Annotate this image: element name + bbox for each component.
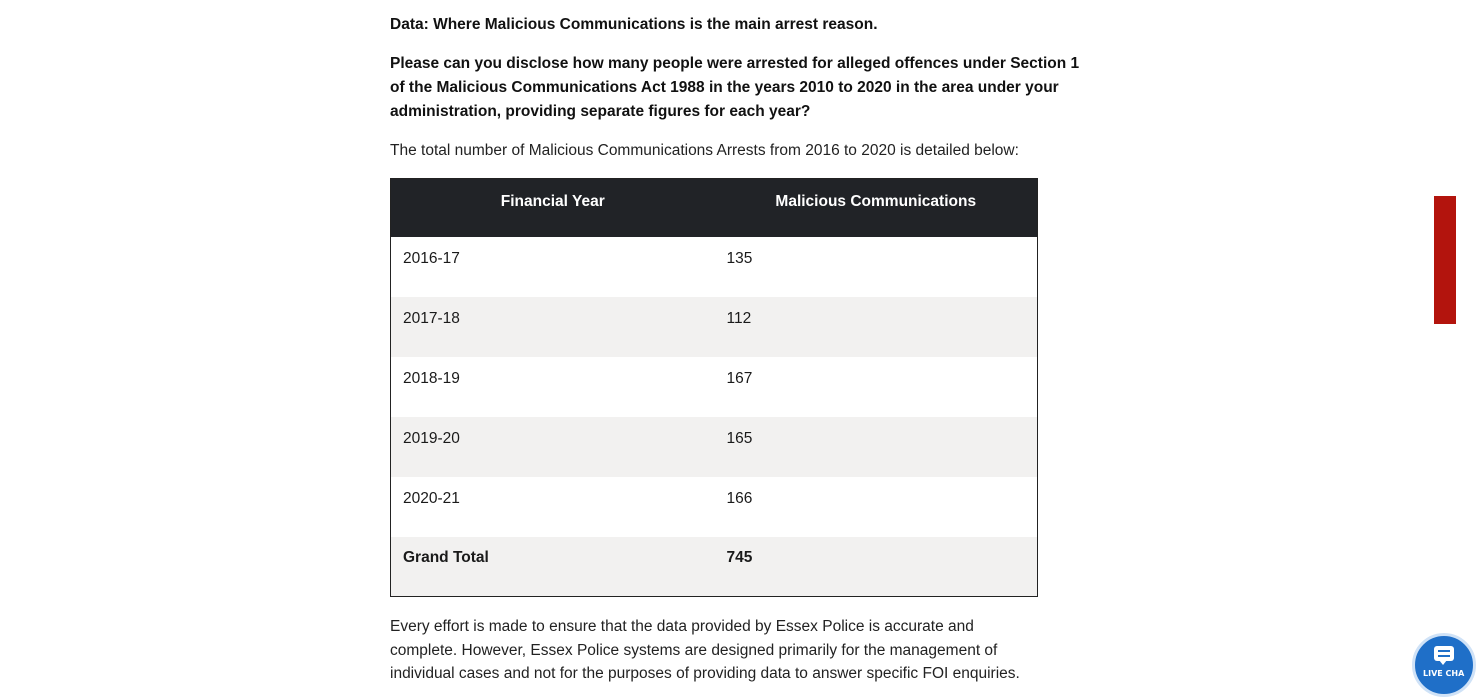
cell-value: 167: [726, 369, 753, 387]
question-line-3: administration, providing separate figures for each year?: [390, 103, 811, 120]
table-row: [391, 417, 1038, 477]
chat-bubble-icon: [1434, 646, 1454, 661]
disclaimer-paragraph: [390, 615, 1020, 686]
cell-year: 2019-20: [391, 417, 715, 477]
data-heading: Data: Where Malicious Communications is the main arrest reason.: [390, 16, 878, 33]
cell-value: 165: [715, 417, 1038, 477]
column-header-malicious-communications: Malicious Communications: [715, 179, 1038, 237]
side-feedback-tab[interactable]: [1434, 196, 1456, 324]
cell-total-label: Grand Total: [391, 537, 715, 597]
question-line-2: of the Malicious Communications Act 1988 in the years 2010 to 2020 in the area under your: [390, 79, 1059, 96]
live-chat-label: LIVE CHA: [1423, 669, 1465, 678]
disclaimer-line-3: individual cases and not for the purposes of providing data to answer specific FOI enquiries.: [390, 665, 1020, 682]
disclaimer-line-2: complete. However, Essex Police systems are designed primarily for the management of: [390, 641, 998, 659]
table-row: [391, 237, 1038, 297]
disclaimer-line-1: Every effort is made to ensure that the data provided by Essex Police is accurate and: [390, 618, 974, 635]
cell-year: 2018-19: [403, 369, 460, 387]
arrests-table: [390, 178, 1038, 597]
table-total-row: [391, 537, 1038, 597]
cell-year: 2016-17: [403, 249, 460, 267]
table-row: [391, 297, 1038, 357]
question-line-1: Please can you disclose how many people were arrested for alleged offences under Section 1: [390, 55, 1080, 72]
cell-value: 112: [715, 297, 1038, 357]
cell-value: 135: [726, 249, 753, 267]
table-row: [391, 357, 1038, 417]
column-header-financial-year: Financial Year: [391, 179, 715, 237]
cell-year: 2020-21: [403, 489, 460, 507]
intro-text: The total number of Malicious Communications Arrests from 2016 to 2020 is detailed below:: [390, 142, 1019, 159]
table-header-row: [391, 179, 1038, 237]
cell-total-value: 745: [715, 537, 1038, 597]
table-row: [391, 477, 1038, 537]
cell-value: 166: [726, 489, 753, 507]
cell-year: 2017-18: [391, 297, 715, 357]
live-chat-button[interactable]: [1412, 633, 1476, 697]
